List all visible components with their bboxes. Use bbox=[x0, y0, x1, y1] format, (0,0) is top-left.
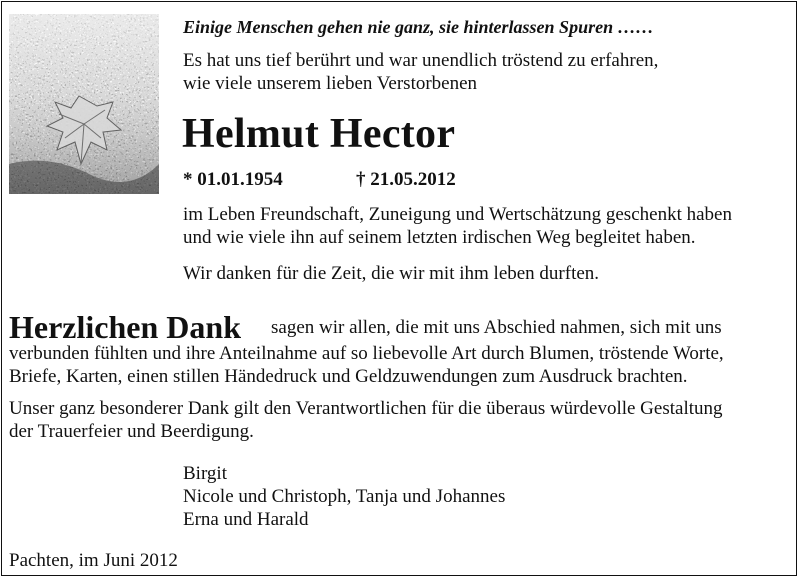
leaf-photo bbox=[9, 14, 159, 194]
intro-line: Es hat uns tief berührt und war unendlich tröstend zu erfahren, bbox=[183, 50, 659, 71]
intro-text bbox=[183, 49, 658, 95]
thanks-paragraph bbox=[9, 342, 724, 388]
deceased-name: Helmut Hector bbox=[182, 111, 456, 157]
birth-date: * 01.01.1954 bbox=[183, 169, 283, 190]
thanks-heading: Herzlichen Dank bbox=[9, 309, 241, 345]
thanks-continuation: sagen wir allen, die mit uns Abschied nahmen, sich mit uns bbox=[271, 317, 722, 338]
signer: Nicole und Christoph, Tanja und Johannes bbox=[183, 486, 506, 507]
tribute-line: und wie viele ihn auf seinem letzten irdischen Weg begleitet haben. bbox=[183, 227, 696, 248]
tribute-line: im Leben Freundschaft, Zuneigung und Wertschätzung geschenkt haben bbox=[183, 204, 732, 225]
tribute-text bbox=[183, 203, 732, 249]
gratitude-line: Wir danken für die Zeit, die wir mit ihm leben durften. bbox=[183, 263, 600, 284]
leaf-image bbox=[9, 14, 159, 194]
place-date: Pachten, im Juni 2012 bbox=[9, 550, 178, 571]
signer: Erna und Harald bbox=[183, 509, 309, 530]
special-thanks-paragraph bbox=[9, 397, 723, 443]
intro-line: wie viele unserem lieben Verstorbenen bbox=[183, 73, 478, 94]
death-date: † 21.05.2012 bbox=[356, 169, 456, 190]
thanks-paragraph-line: Briefe, Karten, einen stillen Händedruck und Geldzuwendungen zum Ausdruck brachten. bbox=[9, 366, 688, 387]
special-thanks-line: der Trauerfeier und Beerdigung. bbox=[9, 421, 254, 442]
signer: Birgit bbox=[183, 463, 227, 484]
signers-list bbox=[183, 462, 505, 531]
motto-line: Einige Menschen gehen nie ganz, sie hinterlassen Spuren …… bbox=[183, 17, 654, 37]
special-thanks-line: Unser ganz besonderer Dank gilt den Verantwortlichen für die überaus würdevolle Gestaltung bbox=[9, 398, 723, 419]
thanks-paragraph-line: verbunden fühlten und ihre Anteilnahme auf so liebevolle Art durch Blumen, tröstende Worte, bbox=[9, 343, 724, 364]
